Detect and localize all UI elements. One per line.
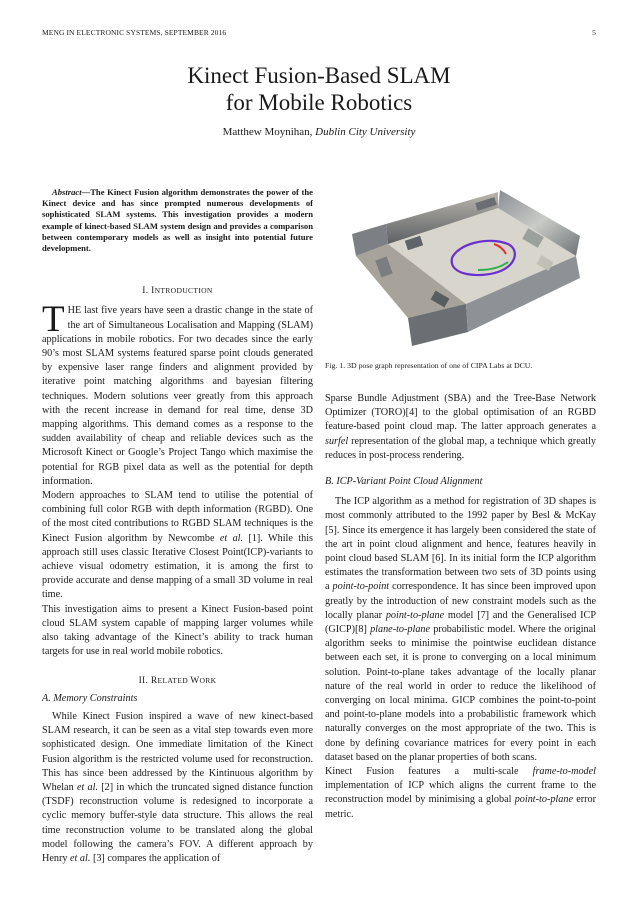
section-heading-related-work: II. RELATED WORK [138, 675, 217, 686]
running-title: MENG IN ELECTRONIC SYSTEMS, SEPTEMBER 2016 [42, 28, 227, 37]
abstract-label: Abstract [52, 187, 82, 197]
figure-3d-map [348, 186, 588, 351]
icp-paragraph: The ICP algorithm as a method for registration of 3D shapes is most commonly attributed to the 1992 paper by Besl & McKay [5]. Since its emergence it has largely been considered the state of the art in point cloud alignment and hence, features heavily in point cloud based SLAM [6]. In its initial form the ICP algorithm estimates the transformation between two sets of 3D points using a point-to-point correspondence. It has since been improved upon greatly by the introduction of new constraint models such as the locally planar point-to-plane model [7] and the Generalised ICP (GICP)[8] plane-to-plane probabilistic model. Where the original algorithm seeks to minimise the pointwise euclidean distance between each set, it is prone to converging on a local minimum solution. Point-to-plane takes advantage of the locally planar nature of the real world in order to reduce the likelihood of converging on local minima. GICP combines the point-to-point and point-to-plane models into a probabilistic framework which naturally converges on the most appropriate of the two. This is done by defining covariance matrices for every point in each dataset based on the planar properties of both scans. [325, 496, 596, 763]
memory-paragraph: While Kinect Fusion inspired a wave of new kinect-based SLAM research, it can be seen as a vital step towards even more sophisticated design. One immediate limitation of the Kinect Fusion algorithm is the restricted volume used for reconstruction. This has since been addressed by the Kintinuous algorithm by Whelan et al. [2] in which the truncated signed distance function (TSDF) reconstruction volume is redesigned to incorporate a cyclic memory buffer-style data structure. This allows the real time reconstruction volume to be translated along the global model following the camera’s FOV. A different approach by Henry et al. [3] compares the application of [42, 710, 313, 864]
figure-caption: Fig. 1. 3D pose graph representation of one of CIPA Labs at DCU. [325, 361, 533, 370]
author-line [0, 126, 638, 138]
pose-graph-image [348, 186, 588, 351]
subsection-memory-constraints: A. Memory Constraints [42, 692, 138, 704]
section-heading-introduction: I. INTRODUCTION [142, 286, 213, 297]
page-number: 5 [592, 28, 596, 37]
title-line-1: Kinect Fusion-Based SLAM [187, 63, 451, 88]
right-paragraph-1: Sparse Bundle Adjustment (SBA) and the Tree-Base Network Optimizer (TORO)[4] to the global optimisation of an RGBD feature-based point cloud map. The latter approach generates a surfel representation of the global map, a technique which greatly reduces in post-process rendering. [325, 393, 596, 461]
author-affiliation: Dublin City University [315, 126, 416, 138]
intro-paragraph-1: THE last five years have seen a drastic change in the state of the art of Simultaneous Localisation and Mapping (SLAM) applications in mobile robotics. For two decades since the early 90’s most SLAM systems featured sparse point clouds generated by expensive laser range finders and alignment provided by iterative point matching algorithms and bayesian filtering techniques. Modern solutions veer greatly from this approach with the recent increase in demand for real time, dense 3D mapping algorithms. This demand comes as a response to the sudden availability of cheap and reliable devices such as the Microsoft Kinect or Google’s Project Tango which maximise the potential for RGB pixel data as well as the potential for depth information. [42, 299, 313, 487]
author-name: Matthew Moynihan, [222, 126, 316, 138]
paper-title [0, 62, 638, 116]
intro-paragraph-3: This investigation aims to present a Kinect Fusion-based point cloud SLAM system capable of mapping larger volumes while also taking advantage of the Kinect’s ability to track human targets for use in real world mobile robotics. [42, 603, 313, 658]
title-line-2: for Mobile Robotics [225, 90, 413, 115]
right-column [325, 392, 596, 822]
subsection-icp-variant: B. ICP-Variant Point Cloud Alignment [325, 476, 483, 488]
kinect-fusion-paragraph: Kinect Fusion features a multi-scale frame-to-model implementation of ICP which aligns the current frame to the reconstruction model by minimising a global point-to-plane error metric. [325, 766, 597, 820]
abstract [42, 187, 313, 254]
running-header [42, 28, 596, 37]
drop-cap: T [42, 299, 65, 341]
left-column [42, 187, 313, 866]
abstract-text: —The Kinect Fusion algorithm demonstrates the power of the Kinect device and has since prompted numerous developments of sophisticated SLAM systems. This investigation provides a modern example of kinect-based SLAM system design and provides a comparison between contemporary models as well as insight into potential future development. [42, 187, 313, 254]
intro-paragraph-2: Modern approaches to SLAM tend to utilise the potential of combining full color RGB with depth information (RGBD). One of the most cited contributions to RGBD SLAM techniques is the Kinect Fusion algorithm by Newcombe et al. [1]. While this approach still uses classic Iterative Closest Point(ICP)-variants to achieve visual odometry estimation, it is among the first to provide accurate and dense mapping of a small 3D volume in real time. [42, 490, 313, 601]
